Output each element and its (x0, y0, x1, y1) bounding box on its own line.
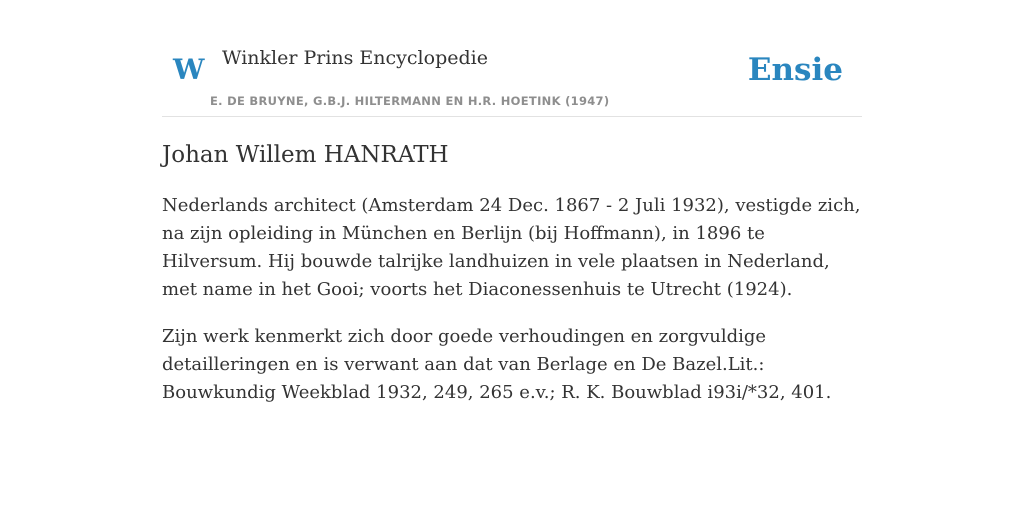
winkler-prins-logo[interactable]: W (173, 53, 205, 86)
article-paragraph: Zijn werk kenmerkt zich door goede verhoudingen en zorgvuldige detailleringen en is verwant aan dat van Berlage en De Bazel.Lit.: Bouwkundig Weekblad 1932, 249, 265 e.v.; R. K. Bouwblad i93i/*32, 401. (162, 326, 832, 403)
article-title: Johan Willem HANRATH (162, 142, 449, 168)
article (162, 136, 862, 407)
article-paragraph: Nederlands architect (Amsterdam 24 Dec. 1867 - 2 Juli 1932), vestigde zich, na zijn opleiding in München en Berlijn (bij Hoffmann), in 1896 te Hilversum. Hij bouwde talrijke landhuizen in vele plaatsen in Nederland, met name in het Gooi; voorts het Diaconessenhuis te Utrecht (1924). (162, 195, 861, 300)
header (162, 0, 862, 117)
encyclopedia-title[interactable]: Winkler Prins Encyclopedie (222, 47, 488, 69)
encyclopedia-authors: E. DE BRUYNE, G.B.J. HILTERMANN EN H.R. HOETINK (1947) (210, 94, 610, 108)
ensie-logo[interactable]: Ensie (747, 52, 843, 88)
